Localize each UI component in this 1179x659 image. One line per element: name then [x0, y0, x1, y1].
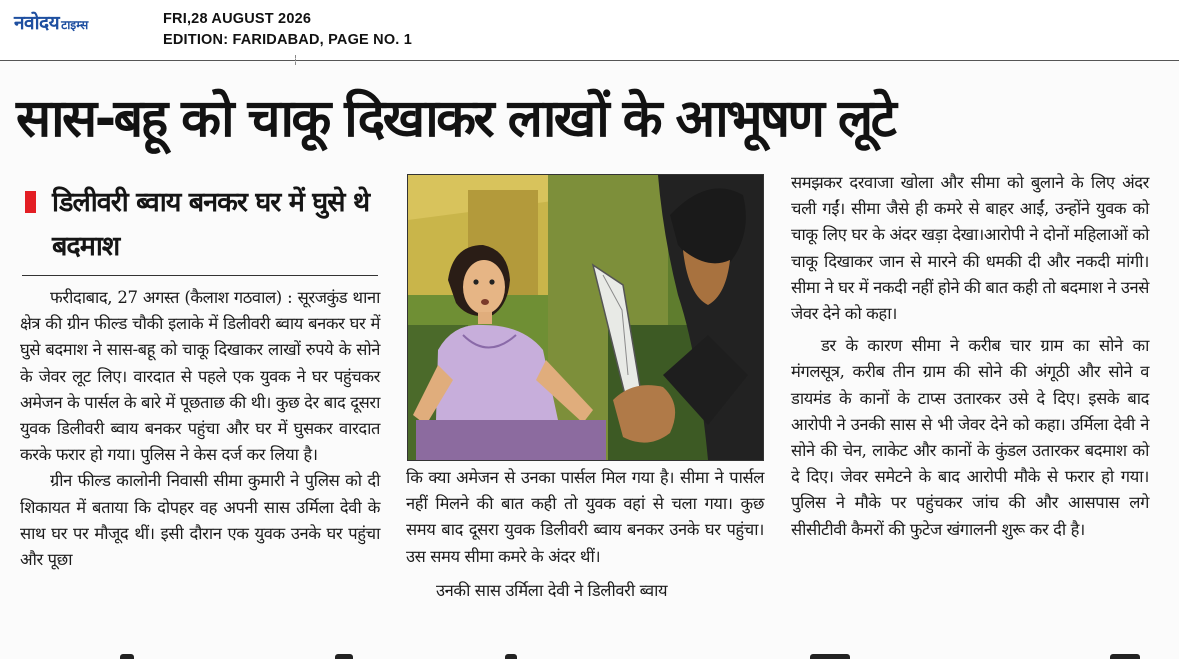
- paragraph: कि क्या अमेजन से उनका पार्सल मिल गया है। सीमा ने पार्सल नहीं मिलने की बात कही तो युवक वहां से चला गया। कुछ समय बाद दूसरा युवक डिलीवरी ब्वाय बनकर उनके घर पहुंचा। उस समय सीमा कमरे के अंदर थीं।: [406, 468, 764, 566]
- paragraph: फरीदाबाद, 27 अगस्त (कैलाश गठवाल) : सूरजकुंड थाना क्षेत्र की ग्रीन फील्ड चौकी इलाके में डिलीवरी ब्वाय बनकर घर में घुसे बदमाश ने सास-बहू को चाकू दिखाकर लाखों रुपये के सोने के जेवर लूट लिए। वारदात से पहले एक युवक ने घर पहुंचकर अमेजन के पार्सल के बारे में पूछताछ की थी। कुछ देर बाद दूसरा युवक डिलीवरी ब्वाय बनकर पहुंचा और घर में घुसकर वारदात करके फरार हो गया। पुलिस ने केस दर्ज कर लिया है।: [20, 288, 380, 465]
- date-line: FRI,28 AUGUST 2026: [163, 11, 312, 27]
- edition-info: [163, 9, 412, 51]
- logo-suffix: टाइम्स: [61, 18, 89, 32]
- paragraph: डर के कारण सीमा ने करीब चार ग्राम का सोने का मंगलसूत्र, करीब तीन ग्राम की सोने की अंगूठी और सोने व डायमंड के कानों के टाप्स उतारकर उसे दे दिए। इसके बाद आरोपी ने उनकी सास से भी जेवर देने को कहा। उर्मिला देवी ने सोने की चेन, लाकेट और कानों के कुंडल उतारकर बदमाश को दे दिए। जेवर समेटने के बाद आरोपी मौके से फरार हो गया। पुलिस ने मौके पर पहुंचकर जांच की और आसपास लगे सीसीटीवी कैमरों की फुटेज खंगालनी शुरू कर दी है।: [791, 336, 1149, 539]
- article-headline: सास-बहू को चाकू दिखाकर लाखों के आभूषण लूटे: [16, 89, 895, 149]
- paragraph: समझकर दरवाजा खोला और सीमा को बुलाने के लिए अंदर चली गईं। सीमा जैसे ही कमरे से बाहर आईं, उन्होंने युवक को चाकू लिए घर के अंदर खड़ा देखा।आरोपी ने दोनों महिलाओं को चाकू दिखाकर जान से मारने की धमकी दी और नकदी मांगी। सीमा ने घर में नकदी नहीं होने की बात कही तो बदमाश ने उनसे जेवर देने को कहा।: [791, 173, 1150, 324]
- subhead-divider: [22, 275, 378, 276]
- paragraph: ग्रीन फील्ड कालोनी निवासी सीमा कुमारी ने पुलिस को दी शिकायत में बताया कि दोपहर वह अपनी सास उर्मिला देवी के साथ घर पर मौजूद थीं। इसी दौरान एक युवक उनके घर पहुंचा और पूछा: [20, 471, 380, 570]
- paragraph: उनकी सास उर्मिला देवी ने डिलीवरी ब्वाय: [436, 580, 668, 600]
- logo-wordmark: नवोदय: [14, 12, 60, 34]
- subhead-text: डिलीवरी ब्वाय बनकर घर में घुसे थे बदमाश: [52, 187, 370, 262]
- article-column-middle: [406, 465, 764, 604]
- article-column-right: [791, 170, 1149, 543]
- subhead-marker: [25, 191, 36, 213]
- robbery-illustration: [408, 175, 763, 460]
- next-article-cutoff: [0, 652, 1179, 659]
- edition-line: EDITION: FARIDABAD, PAGE NO. 1: [163, 32, 413, 48]
- article-illustration: [407, 174, 764, 461]
- newspaper-logo[interactable]: [14, 9, 88, 35]
- page-fold-mark: [295, 55, 297, 65]
- masthead-bar: [0, 0, 1179, 61]
- article-column-left: [20, 285, 380, 573]
